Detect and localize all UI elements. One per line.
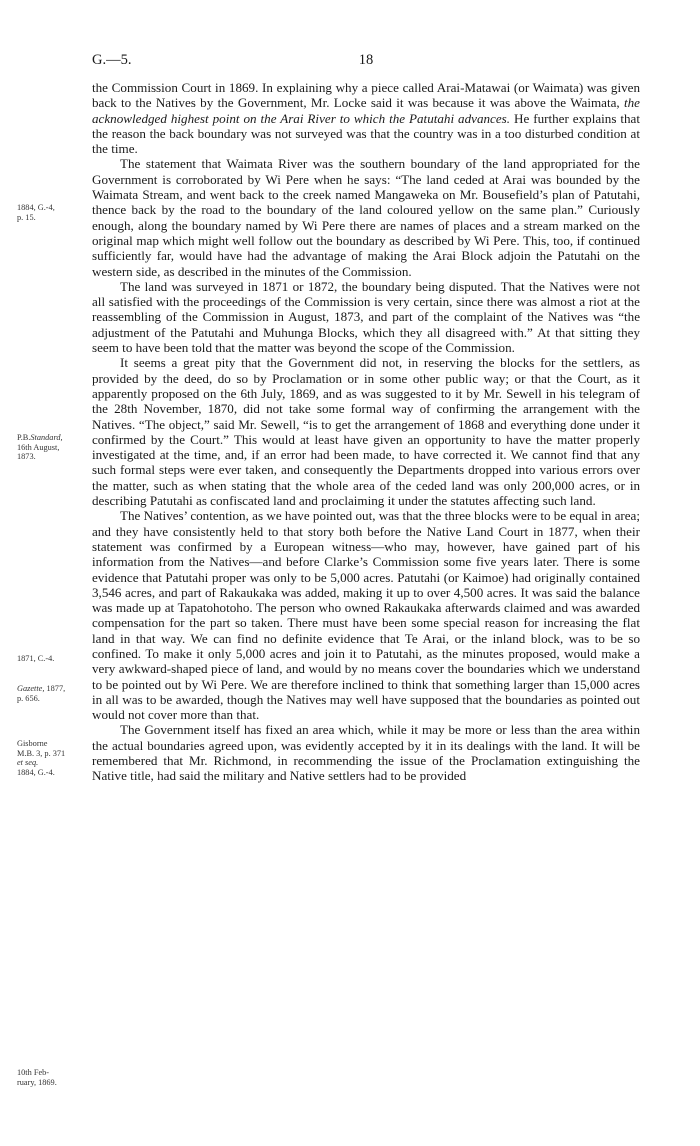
margin-note: 1884, G.-4, p. 15. <box>17 203 55 222</box>
paragraph-6: The Government itself has fixed an area which, while it may be more or less than the area within the actual boundaries agreed upon, was evidently accepted by it in its dealings with the land. It will be remembered that Mr. Richmond, in recommending the issue of the Proclamation extinguishing the Native title, had said the military and Native settlers had to be provided <box>92 722 640 784</box>
paragraph-1: the Commission Court in 1869. In explaining why a piece called Arai-Matawai (or Waimata) was given back to the Natives by the Government, Mr. Locke said it was because it was above the Waimata, the acknowledged highest point on the Arai River to which the Patutahi advances. He further explains that the reason the back boundary was not surveyed was that the country was in a too disturbed condition at the time. <box>92 80 640 157</box>
page-header <box>92 52 640 72</box>
body-text <box>92 80 640 784</box>
margin-note: Gazette, 1877, p. 656. <box>17 684 66 703</box>
paragraph-4: It seems a great pity that the Government did not, in reserving the blocks for the settlers, as provided by the deed, do so by Proclamation or in some other public way; or that the Court, as it apparently proposed on the 6th July, 1869, and as was suggested to it by Mr. Sewell in his telegram of the 28th November, 1870, did not take some formal way of confirming the arrangement with the Natives. “The object,” said Mr. Sewell, “is to get the arrangement of 1868 and everything done under it confirmed by the Court.” This would at least have given an opportunity to have the matter properly investigated at the time, and, if an error had been made, to have corrected it. We cannot find that any such formal steps were ever taken, and consequently the Departments dropped into various errors over the matter, such as when stating that the whole area of the ceded land was only 200,000 acres, or in describing Patutahi as confiscated land and proclaiming it under the statutes affecting such land. <box>92 355 640 509</box>
emphasis-text: the acknowledged highest point on the Arai River to which the Patutahi advances. <box>92 95 640 126</box>
paragraph-5: The Natives’ contention, as we have pointed out, was that the three blocks were to be equal in area; and they have consistently held to that story both before the Native Land Court in 1877, when their statement was confirmed by a European witness—who may, however, have gained part of his information from the Natives—and before Clarke’s Commission some five years later. There is some evidence that Patutahi proper was only to be 5,000 acres. Patutahi (or Kaimoe) had originally contained 3,546 acres, and part of Rakaukaka was added, making it up to over 4,500 acres. It was said the balance was made up at Tapatohotoho. The person who owned Rakaukaka afterwards claimed and was awarded compensation for the part so taken. There must have been some special reason for increasing the flat land in that way. We can find no definite evidence that Te Arai, or the inland block, was to be so confined. To make it only 5,000 acres and join it to Patutahi, as the minutes proposed, would make a very awkward-shaped piece of land, and would by no means cover the boundaries which we understand to be pointed out by Wi Pere. We are therefore inclined to think that something larger than 15,000 acres in all was to be awarded, though the Natives may well have supposed that the boundaries as pointed out would not cover more than that. <box>92 508 640 723</box>
page-number: 18 <box>358 52 374 68</box>
margin-note: Gisborne M.B. 3, p. 371 et seq. 1884, G.-4. <box>17 739 66 777</box>
margin-note: P.B.Standard, 16th August, 1873. <box>17 433 63 462</box>
document-reference: G.—5. <box>92 52 132 68</box>
paragraph-3: The land was surveyed in 1871 or 1872, the boundary being disputed. That the Natives were not all satisfied with the proceedings of the Commission is very certain, since there was almost a riot at the reassembling of the Commission in August, 1873, and part of the complaint of the Natives was “the adjustment of the Patutahi and Muhunga Blocks, which they all disagreed with.” At that sitting they seem to have been told that the matter was beyond the scope of the Commission. <box>92 278 640 356</box>
margin-note: 10th Feb- ruary, 1869. <box>17 1068 57 1087</box>
margin-note: 1871, C.-4. <box>17 654 55 663</box>
paragraph-2: The statement that Waimata River was the southern boundary of the land appropriated for the Government is corroborated by Wi Pere when he says: “The land ceded at Arai was bounded by the Waimata Stream, and went back to the creek named Mangaweka on Mr. Bousefield’s plan of Patutahi, thence back by the road to the boundary of the land coloured yellow on the same plan.” Curiously enough, along the boundary named by Wi Pere there are names of places and a stream marked on the original map which might well follow out the boundary as described by Wi Pere. This, too, if continued sufficiently far, would have had the advantage of making the Arai Block adjoin the Patutahi on the western side, as described in the minutes of the Commission. <box>92 156 640 279</box>
